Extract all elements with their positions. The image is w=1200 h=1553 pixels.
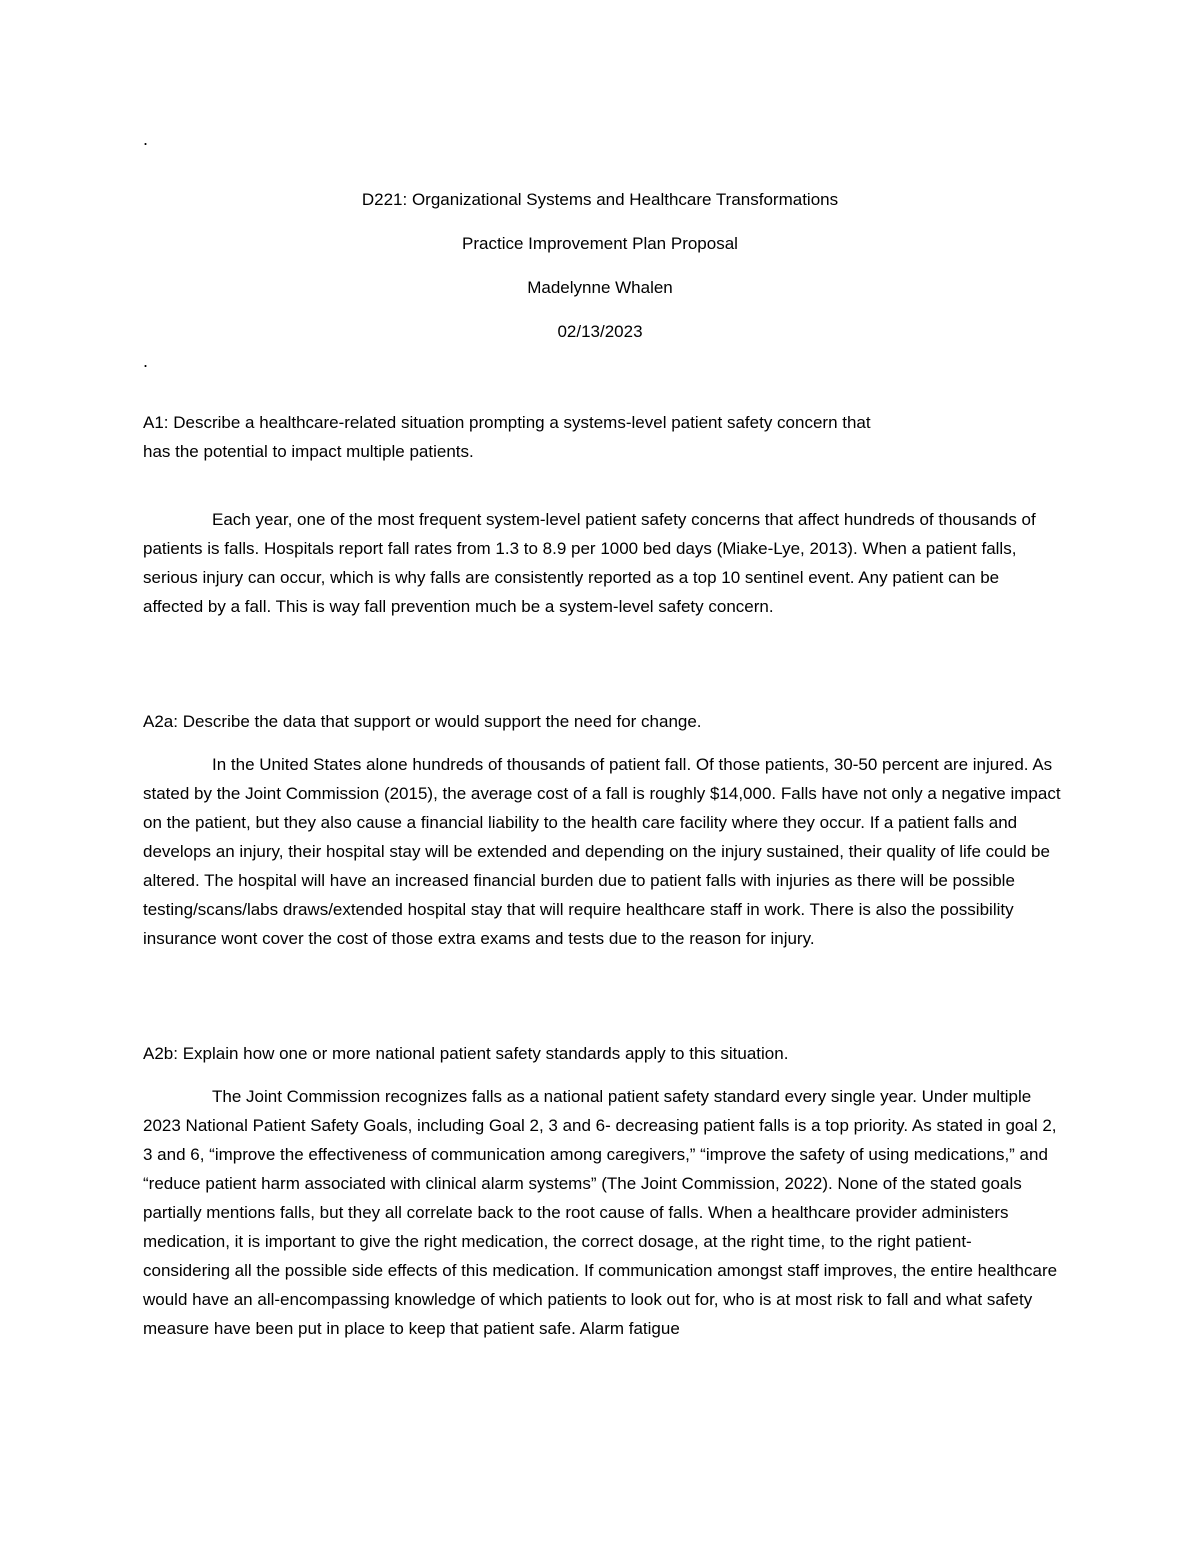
section-heading: A1: Describe a healthcare-related situation prompting a systems-level patient safety concern that has the potential to impact multiple patients.: [143, 413, 871, 461]
list-bullet: .: [143, 351, 149, 371]
section-heading: A2a: Describe the data that support or would support the need for change.: [143, 712, 702, 731]
paragraph: The Joint Commission recognizes falls as a national patient safety standard every single year. Under multiple 2023 National Patient Safety Goals, including Goal 2, 3 and 6- decreasing patient falls is a top priority. As stated in goal 2, 3 and 6, “improve the effectiveness of communication among caregivers,” “improve the safety of using medications,” and “reduce patient harm associated with clinical alarm systems” (The Joint Commission, 2022). None of the stated goals partially mentions falls, but they all correlate back to the root cause of falls. When a healthcare provider administers medication, it is important to give the right medication, the correct dosage, at the right time, to the right patient- considering all the possible side effects of this medication. If communication amongst staff improves, the entire healthcare would have an all-encompassing knowledge of which patients to look out for, who is at most risk to fall and what safety measure have been put in place to keep that patient safe. Alarm fatigue: [143, 1087, 1058, 1338]
paragraph: In the United States alone hundreds of thousands of patient fall. Of those patients, 30-50 percent are injured. As stated by the Joint Commission (2015), the average cost of a fall is roughly $14,000. Falls have not only a negative impact on the patient, but they also cause a financial liability to the health care facility where they occur. If a patient falls and develops an injury, their hospital stay will be extended and depending on the injury sustained, their quality of life could be altered. The hospital will have an increased financial burden due to patient falls with injuries as there will be possible testing/scans/labs draws/extended hospital stay that will require healthcare staff in work. There is also the possibility insurance wont cover the cost of those extra exams and tests due to the reason for injury.: [143, 755, 1061, 948]
section-heading: A2b: Explain how one or more national patient safety standards apply to this situation.: [143, 1044, 789, 1063]
section-a2a-body: [143, 750, 1063, 953]
section-a2b-prompt: [143, 1039, 1063, 1068]
list-bullet: .: [143, 129, 149, 149]
document-title: Practice Improvement Plan Proposal: [462, 234, 738, 253]
paragraph: Each year, one of the most frequent system-level patient safety concerns that affect hundreds of thousands of patients is falls. Hospitals report fall rates from 1.3 to 8.9 per 1000 bed days (Miake-Lye, 2013). When a patient falls, serious injury can occur, which is why falls are consistently reported as a top 10 sentinel event. Any patient can be affected by a fall. This is way fall prevention much be a system-level safety concern.: [143, 510, 1036, 616]
title-block: [0, 189, 1200, 365]
section-a1-prompt: [143, 408, 1063, 466]
section-a2b-body: [143, 1082, 1063, 1343]
document-date: 02/13/2023: [557, 322, 643, 341]
section-a1-body: [143, 505, 1063, 621]
course-title: D221: Organizational Systems and Healthcare Transformations: [361, 190, 839, 209]
author-name: Madelynne Whalen: [527, 278, 673, 297]
section-a2a-prompt: [143, 707, 1063, 736]
